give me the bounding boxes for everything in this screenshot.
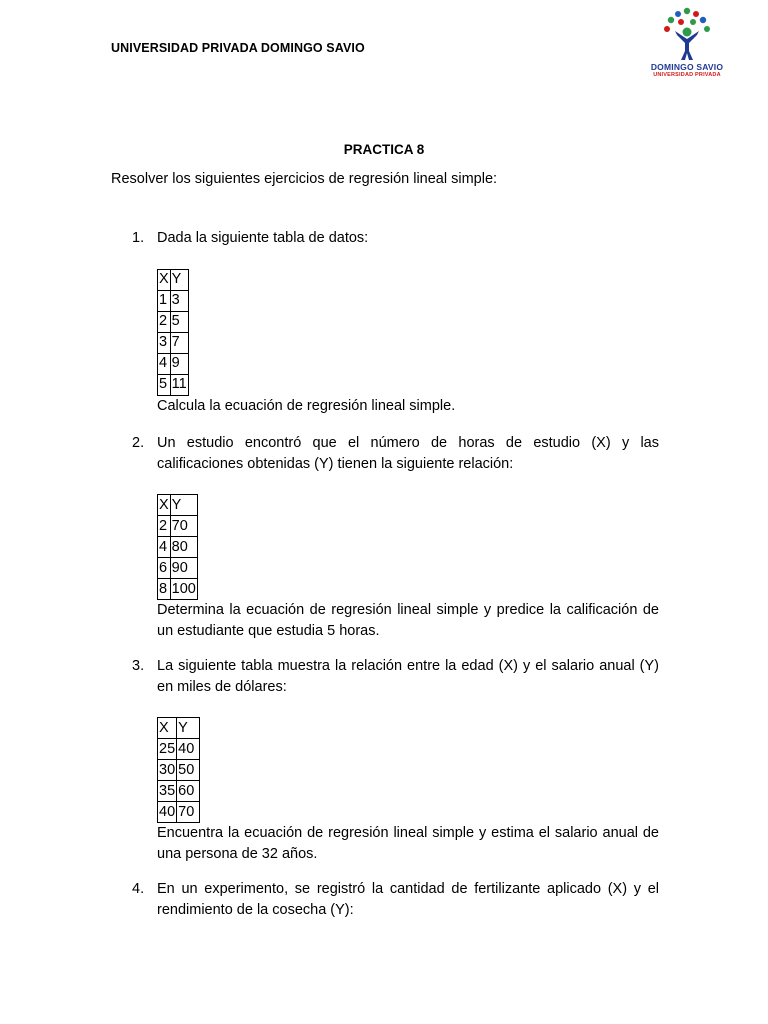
table-cell: 60 — [177, 781, 200, 802]
logo-subtitle: UNIVERSIDAD PRIVADA — [653, 72, 721, 78]
table-row — [158, 781, 200, 802]
table-cell: 11 — [170, 374, 188, 395]
table-header-cell: Y — [170, 269, 188, 290]
table-cell: 70 — [170, 516, 197, 537]
table-cell: 80 — [170, 537, 197, 558]
table-cell: 25 — [158, 739, 177, 760]
table-row — [158, 739, 200, 760]
exercise-text: Un estudio encontró que el número de horas de estudio (X) y las calificaciones obtenidas (Y) tienen la siguiente relación: — [157, 435, 659, 472]
table-cell: 40 — [177, 739, 200, 760]
table-row — [158, 311, 189, 332]
logo-name: DOMINGO SAVIO — [650, 62, 724, 72]
exercise-number: 3. — [132, 658, 145, 674]
data-table — [157, 494, 198, 600]
table-cell: 7 — [170, 332, 188, 353]
exercise-text: La siguiente tabla muestra la relación entre la edad (X) y el salario anual (Y) en miles de dólares: — [157, 658, 659, 695]
data-table — [157, 717, 200, 823]
table-header-row — [158, 495, 198, 516]
table-cell: 2 — [158, 311, 171, 332]
table-row — [158, 537, 198, 558]
data-table — [157, 269, 189, 396]
table-header-cell: Y — [170, 495, 197, 516]
exercise-number: 4. — [132, 881, 145, 897]
table-row — [158, 374, 189, 395]
table-cell: 2 — [158, 516, 171, 537]
table-row — [158, 802, 200, 823]
exercise-instruction: Calcula la ecuación de regresión lineal simple. — [157, 397, 456, 414]
table-cell: 35 — [158, 781, 177, 802]
exercise-instruction: Encuentra la ecuación de regresión lineal simple y estima el salario anual de una persona de 32 años. — [157, 825, 659, 862]
table-cell: 3 — [170, 290, 188, 311]
intro-text: Resolver los siguientes ejercicios de regresión lineal simple: — [111, 171, 498, 187]
table-cell: 6 — [158, 558, 171, 579]
table-cell: 70 — [177, 802, 200, 823]
page-title: PRACTICA 8 — [343, 142, 425, 157]
table-cell: 4 — [158, 537, 171, 558]
table-cell: 50 — [177, 760, 200, 781]
table-cell: 30 — [158, 760, 177, 781]
table-row — [158, 760, 200, 781]
table-cell: 4 — [158, 353, 171, 374]
table-cell: 100 — [170, 579, 197, 600]
table-header-row — [158, 718, 200, 739]
table-cell: 5 — [158, 374, 171, 395]
table-row — [158, 332, 189, 353]
logo-emblem-icon — [645, 5, 729, 61]
table-header-cell: X — [158, 269, 171, 290]
institution-name: UNIVERSIDAD PRIVADA DOMINGO SAVIO — [111, 41, 365, 55]
exercise-instruction: Determina la ecuación de regresión lineal simple y predice la calificación de un estudiante que estudia 5 horas. — [157, 602, 659, 639]
table-cell: 5 — [170, 311, 188, 332]
table-row — [158, 516, 198, 537]
exercise-number: 2. — [132, 435, 145, 451]
table-cell: 40 — [158, 802, 177, 823]
table-header-cell: X — [158, 495, 171, 516]
table-cell: 8 — [158, 579, 171, 600]
table-header-cell: Y — [177, 718, 200, 739]
exercise-text: En un experimento, se registró la cantidad de fertilizante aplicado (X) y el rendimiento de la cosecha (Y): — [157, 881, 659, 918]
table-row — [158, 579, 198, 600]
table-cell: 90 — [170, 558, 197, 579]
table-cell: 3 — [158, 332, 171, 353]
table-header-row — [158, 269, 189, 290]
table-cell: 9 — [170, 353, 188, 374]
university-logo — [645, 5, 729, 83]
table-row — [158, 353, 189, 374]
table-row — [158, 558, 198, 579]
exercise-text: Dada la siguiente tabla de datos: — [157, 230, 369, 246]
table-header-cell: X — [158, 718, 177, 739]
table-cell: 1 — [158, 290, 171, 311]
exercise-number: 1. — [132, 230, 145, 246]
table-row — [158, 290, 189, 311]
